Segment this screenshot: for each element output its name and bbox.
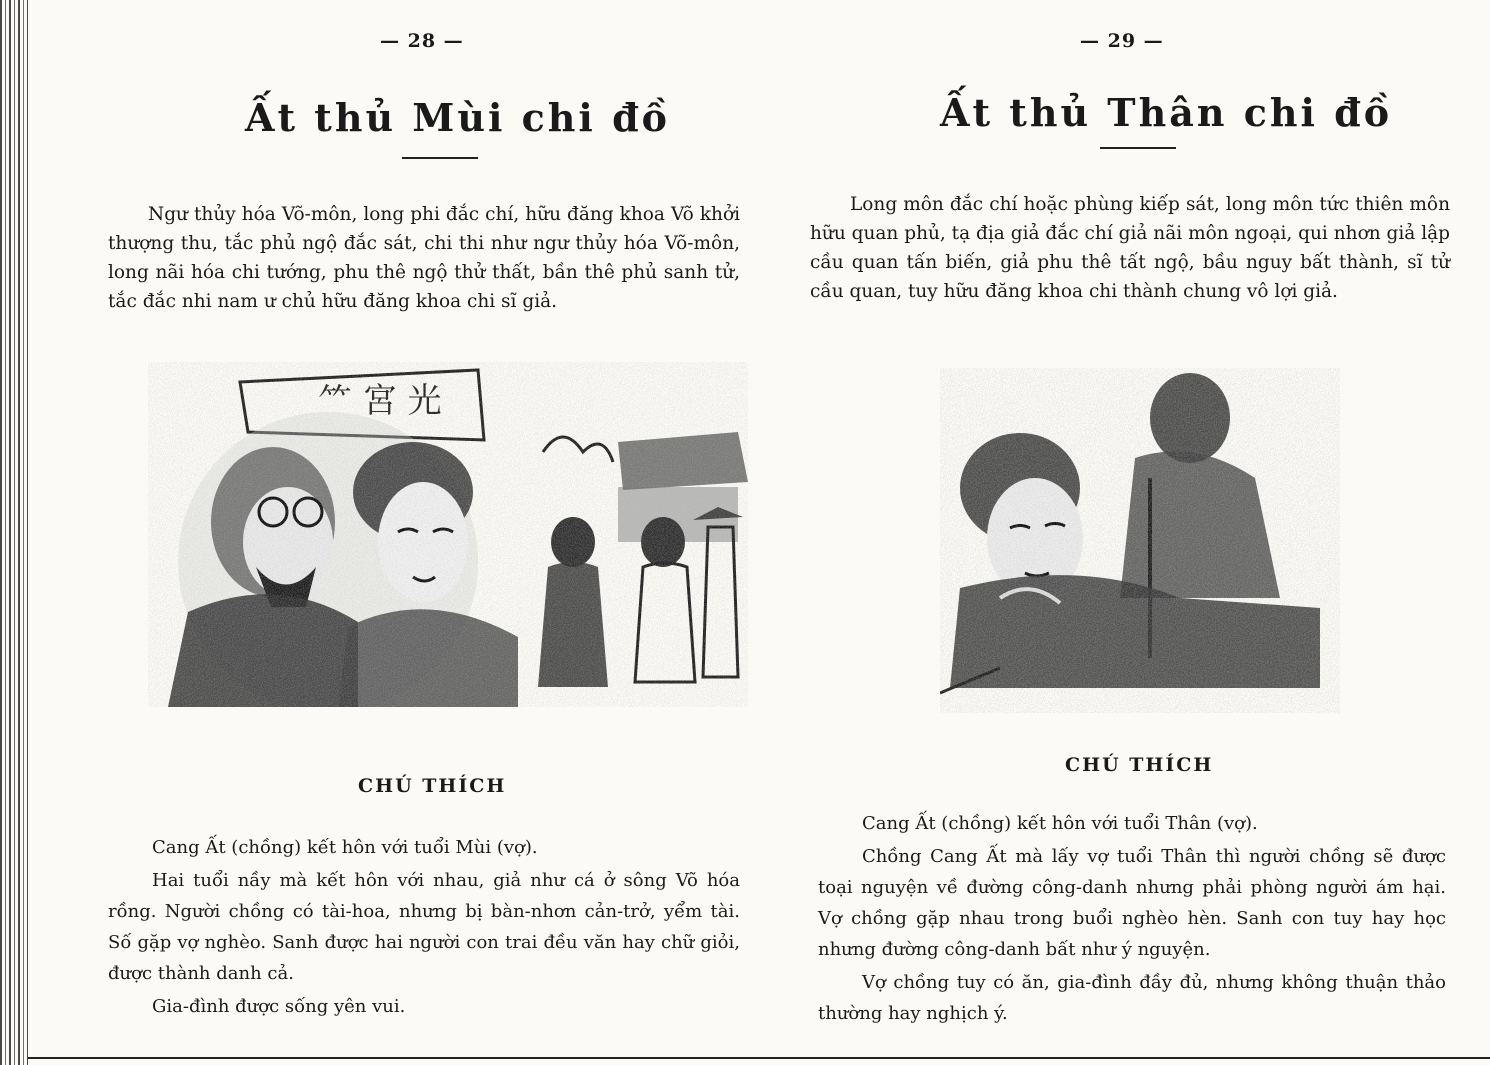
note-paragraph: Chồng Cang Ất mà lấy vợ tuổi Thân thì người chồng sẽ được toại nguyện về đường công-danh nhưng phải phòng người ám hại. Vợ chồng gặp nhau trong buổi nghèo hèn. Sanh con tuy hay học nhưng đường công-danh bất như ý nguyện. bbox=[818, 846, 1446, 960]
page-title: Ất thủ Mùi chi đồ bbox=[245, 95, 671, 140]
note-paragraph: Cang Ất (chồng) kết hôn với tuổi Mùi (vợ). bbox=[152, 837, 538, 858]
page-title: Ất thủ Thân chi đồ bbox=[940, 90, 1393, 135]
right-page bbox=[790, 0, 1470, 1050]
intro-paragraph: Ngư thủy hóa Võ-môn, long phi đắc chí, hữu đăng khoa Võ khởi thượng thu, tắc phủ ngộ đắc sát, chi thi như ngư thủy hóa Võ-môn, long nãi hóa chi tướng, phu thê ngộ thử thất, bần thê phủ sanh tử, tắc đắc nhi nam ư chủ hữu đăng khoa chi sĩ giả. bbox=[108, 204, 740, 312]
page-bottom-edge bbox=[28, 1057, 1490, 1059]
left-page bbox=[60, 0, 760, 1050]
note-paragraph: Vợ chồng tuy có ăn, gia-đình đầy đủ, nhưng không thuận thảo thường hay nghịch ý. bbox=[818, 972, 1446, 1024]
page-number: — 28 — bbox=[380, 30, 464, 52]
note-paragraph: Hai tuổi nầy mà kết hôn với nhau, giả như cá ở sông Võ hóa rồng. Người chồng có tài-hoa, nhưng bị bàn-nhơn cản-trở, yểm tài. Số gặp vợ nghèo. Sanh được hai người con trai đều văn hay chữ giỏi, được thành danh cả. bbox=[108, 870, 740, 984]
book-binding bbox=[0, 0, 28, 1065]
notes-heading: CHÚ THÍCH bbox=[358, 775, 507, 797]
illustration-husband-and-wife bbox=[940, 368, 1340, 713]
title-underline bbox=[402, 157, 478, 159]
note-paragraph: Gia-đình được sống yên vui. bbox=[152, 996, 406, 1017]
intro-paragraph: Long môn đắc chí hoặc phùng kiếp sát, long môn tức thiên môn hữu quan phủ, tạ địa giả đắc chí giả nãi môn ngoại, qui nhơn giả lập cầu quan tấn biến, giả phu thê tất ngộ, bầu nguy bất thành, sĩ tử cầu quan, tuy hữu đăng khoa chi thành chung vô lợi giả. bbox=[810, 194, 1450, 302]
note-paragraph: Cang Ất (chồng) kết hôn với tuổi Thân (vợ). bbox=[862, 813, 1258, 834]
notes-block bbox=[108, 832, 740, 1024]
illustration-couple-and-villagers bbox=[148, 362, 748, 707]
svg-text:⺮ 宮 光: ⺮ 宮 光 bbox=[318, 381, 442, 421]
notes-heading: CHÚ THÍCH bbox=[1065, 754, 1214, 776]
notes-block bbox=[818, 808, 1446, 1031]
page-number: — 29 — bbox=[1080, 30, 1164, 52]
title-underline bbox=[1100, 147, 1176, 149]
